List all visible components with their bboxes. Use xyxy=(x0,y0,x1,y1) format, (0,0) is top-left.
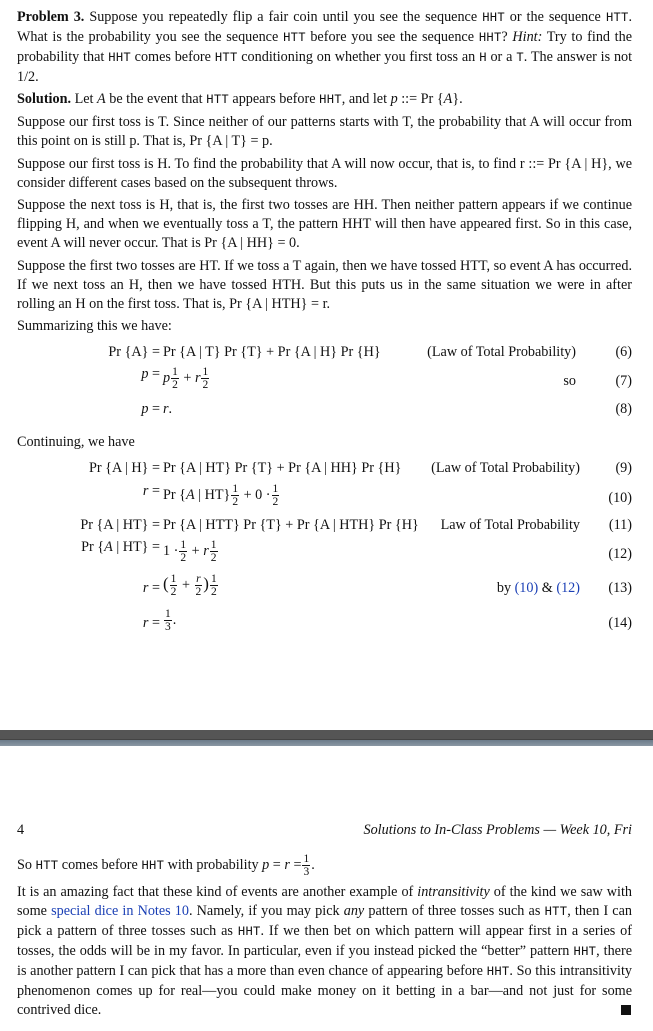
equation-12-ref-link[interactable]: (12) xyxy=(556,580,580,596)
running-header: Solutions to In-Class Problems — Week 10, Fri xyxy=(363,822,632,838)
equation-8-number: (8) xyxy=(615,401,632,417)
equation-10-number: (10) xyxy=(608,490,632,506)
page-2 xyxy=(0,746,653,1031)
equation-13-rhs: ( $\frac{1}{2}$ + $\frac{r}{2}$ ) $\frac{1}{2}$ xyxy=(163,573,217,598)
equation-11-number: (11) xyxy=(608,517,632,533)
equation-8-rhs: r. xyxy=(163,401,173,417)
equation-12-lhs: Pr {A | HT} = xyxy=(81,539,160,555)
solution-intro: Solution. Let A be the event that HTT appears before HHT, and let p ::= Pr {A}. xyxy=(17,91,463,107)
qed-square-icon xyxy=(621,1005,631,1015)
equation-7-lhs: p = xyxy=(141,366,160,382)
equation-6-reason: (Law of Total Probability) xyxy=(427,344,576,360)
equation-14-number: (14) xyxy=(608,615,632,631)
equation-6-rhs: Pr {A | T} Pr {T} + Pr {A | H} Pr {H} xyxy=(163,344,381,360)
equation-7-reason: so xyxy=(563,373,576,389)
special-dice-link[interactable]: special dice in Notes 10 xyxy=(51,903,189,919)
equation-11-reason: Law of Total Probability xyxy=(440,517,580,533)
equation-14-lhs: r = xyxy=(142,615,160,631)
equation-13-number: (13) xyxy=(608,580,632,596)
continuing-label: Continuing, we have xyxy=(17,434,135,450)
equation-14-rhs: $\frac{1}{3}$ . xyxy=(165,608,177,633)
summarizing-label: Summarizing this we have: xyxy=(17,318,172,334)
equation-6-number: (6) xyxy=(615,344,632,360)
equation-12-rhs: 1 · $\frac{1}{2}$ + r $\frac{1}{2}$ xyxy=(163,539,217,564)
equation-8-lhs: p = xyxy=(141,401,160,417)
equation-9-lhs: Pr {A | H} = xyxy=(89,460,160,476)
equation-10-lhs: r = xyxy=(142,483,160,499)
equation-11-lhs: Pr {A | HT} = xyxy=(80,517,160,533)
equation-12-number: (12) xyxy=(608,546,632,562)
page-separator xyxy=(0,730,653,746)
closing-paragraph: It is an amazing fact that these kind of events are another example of intransitivity of the kind we saw with some special dice in Notes 10. Namely, if you may pick any pattern of three tosses such as HTT, then I can pick a pattern of three tosses such as HHT. If we then bet on which pattern will appear first in a series of tosses, the odds will be in my favor. In particular, even if you instead picked the “better” pattern HHT, there is another pattern I can pick that has a more than even chance of appearing before HHT. So this intransitivity phenomenon comes up for real—you could make money on it betting in a bar—and not just for some contrived dice. xyxy=(17,884,633,1018)
equation-6-lhs: Pr {A} = xyxy=(108,344,160,360)
equation-13-lhs: r = xyxy=(142,580,160,596)
equation-7-rhs: p $\frac{1}{2}$ + r $\frac{1}{2}$ xyxy=(163,366,209,391)
conclusion-line: So HTT comes before HHT with probability p = r = $\frac{1}{3}$ . xyxy=(17,853,315,878)
equation-9-rhs: Pr {A | HT} Pr {T} + Pr {A | HH} Pr {H} xyxy=(163,460,402,476)
paragraph-tosses-hh: Suppose the next toss is H, that is, the first two tosses are HH. Then neither pattern appears if we continue flipping H, and when we eventually toss a T, the pattern HHT will then have appeared first. So in this case, event A will never occur. That is Pr {A | HH} = 0. xyxy=(17,197,632,251)
paragraph-tosses-ht: Suppose the first two tosses are HT. If we toss a T again, then we have tossed HTT, so event A has occurred. If we next toss an H, then we have tossed HTH. But this puts us in the same situation we were in after rolling an H on the first toss. That is, Pr {A | HTH} = r. xyxy=(17,258,632,312)
equation-11-rhs: Pr {A | HTT} Pr {T} + Pr {A | HTH} Pr {H} xyxy=(163,517,419,533)
equation-10-ref-link[interactable]: (10) xyxy=(514,580,539,596)
equation-10-rhs: Pr {A | HT} $\frac{1}{2}$ + 0 · $\frac{1}{2}$ xyxy=(163,483,279,508)
equation-9-number: (9) xyxy=(615,460,632,476)
equation-13-reason: by (10) & (12) xyxy=(496,580,580,596)
problem-statement: Problem 3. Suppose you repeatedly flip a fair coin until you see the sequence HHT or the sequence HTT. What is the probability you see the sequence HTT before you see the sequence HHT? Hint: Try to find the probability that HHT comes before HTT conditioning on whether you first toss an H or a T. The answer is not 1/2. xyxy=(17,9,633,85)
paragraph-first-toss-t: Suppose our first toss is T. Since neither of our patterns starts with T, the probability that A will occur from this point on is still p. That is, Pr {A | T} = p. xyxy=(17,114,632,149)
paragraph-first-toss-h: Suppose our first toss is H. To find the probability that A will now occur, that is, to find r ::= Pr {A | H}, we consider different cases based on the subsequent throws. xyxy=(17,156,632,191)
equation-9-reason: (Law of Total Probability) xyxy=(431,460,580,476)
equation-7-number: (7) xyxy=(615,373,632,389)
page-number: 4 xyxy=(17,822,25,838)
